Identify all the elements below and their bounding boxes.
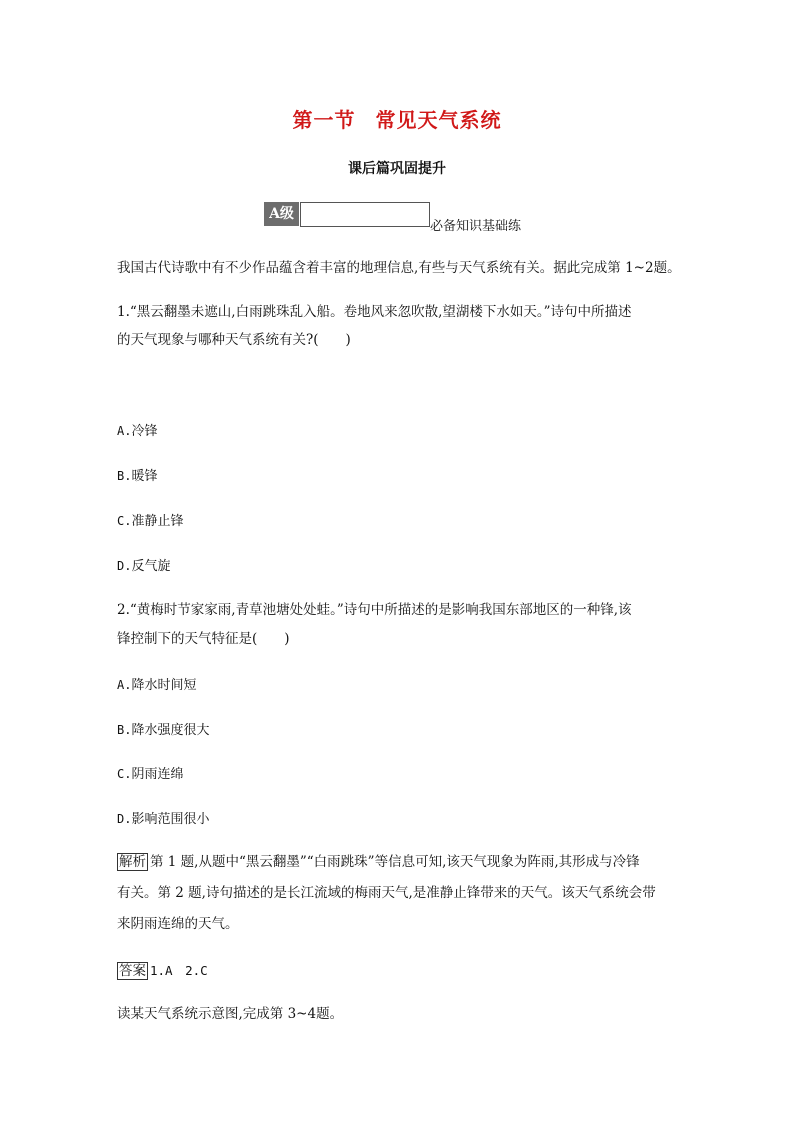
analysis-line-2: 有关。第 2 题,诗句描述的是长江流域的梅雨天气,是准静止锋带来的天气。该天气系统会带 — [117, 885, 656, 901]
analysis-line-1: 解析 第 1 题,从题中“黑云翻墨”“白雨跳珠”等信息可知,该天气现象为阵雨,其形成与冷锋 — [119, 854, 640, 870]
answer-tag: 答案 — [119, 963, 146, 979]
q1-option-c: C.准静止锋 — [117, 514, 184, 529]
level-label: 必备知识基础练 — [430, 219, 522, 234]
page-title — [0, 104, 794, 133]
question-2-line-1: 2.“黄梅时节家家雨,青草池塘处处蛙。”诗句中所描述的是影响我国东部地区的一种锋,该 — [117, 602, 632, 618]
answer-line — [117, 956, 677, 986]
section-topic: 常见天气系统 — [375, 108, 502, 132]
q2-option-b: B.降水强度很大 — [117, 723, 210, 738]
q1-option-b: B.暖锋 — [117, 469, 158, 484]
question-1-line-1: 1.“黑云翻墨未遮山,白雨跳珠乱入船。卷地风来忽吹散,望湖楼下水如天。”诗句中所描述 — [117, 304, 632, 320]
analysis-line-3: 来阴雨连绵的天气。 — [117, 916, 239, 932]
level-badge: A级 — [264, 202, 299, 226]
level-box — [300, 202, 430, 227]
intro-paragraph: 我国古代诗歌中有不少作品蕴含着丰富的地理信息,有些与天气系统有关。据此完成第 1~2题。 — [117, 260, 681, 276]
question-2-line-2: 锋控制下的天气特征是( ) — [117, 631, 290, 647]
section-number: 第一节 — [292, 108, 356, 132]
answer-text: 1.A 2.C — [150, 963, 208, 978]
analysis-tag: 解析 — [119, 854, 146, 870]
q2-option-c: C.阴雨连绵 — [117, 767, 184, 782]
page-subtitle: 课后篇巩固提升 — [348, 161, 446, 177]
next-question-intro: 读某天气系统示意图,完成第 3~4题。 — [117, 1006, 344, 1022]
question-1-line-2: 的天气现象与哪种天气系统有关?( ) — [117, 332, 351, 348]
q2-option-a: A.降水时间短 — [117, 678, 197, 693]
q2-option-d: D.影响范围很小 — [117, 812, 210, 827]
q1-option-a: A.冷锋 — [117, 424, 158, 439]
q1-option-d: D.反气旋 — [117, 559, 171, 574]
